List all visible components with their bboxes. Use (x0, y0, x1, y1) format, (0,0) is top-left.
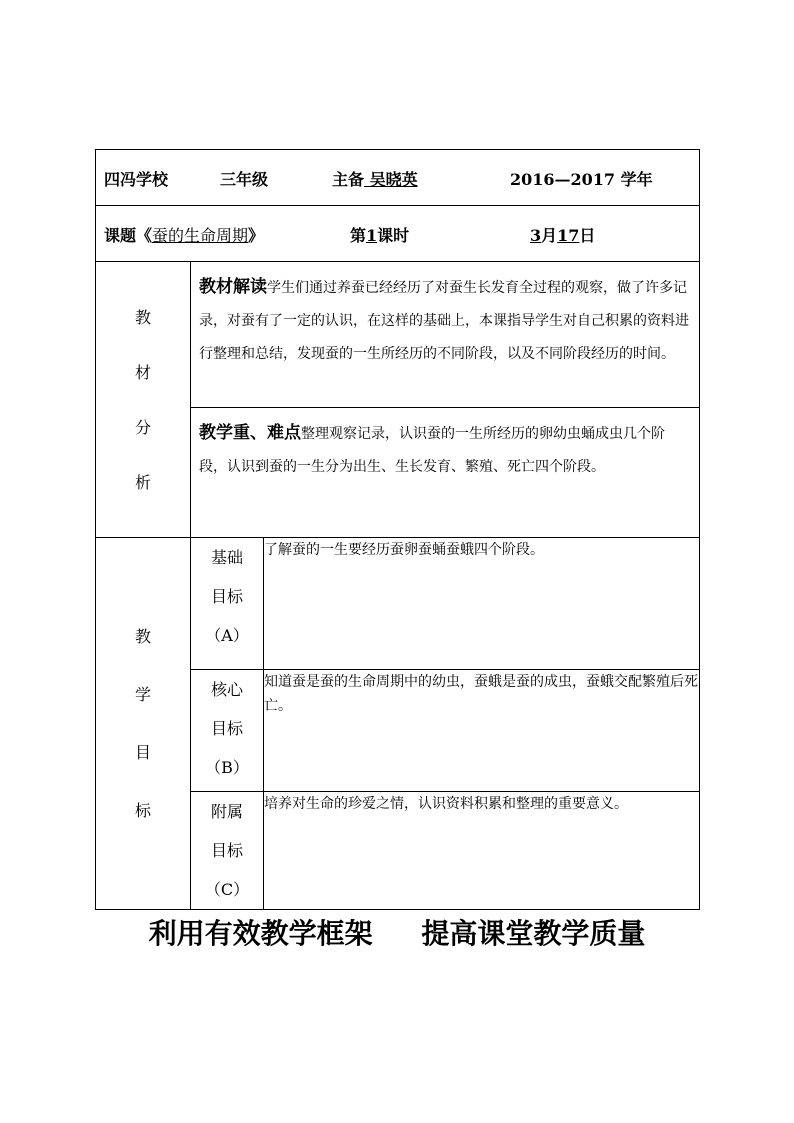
lesson-info (96, 206, 699, 261)
goals-section-label: 教 学 目 标 (96, 538, 191, 910)
topic-title: 蚕的生命周期 (152, 226, 249, 245)
textbook-reading (191, 262, 699, 377)
goal-text-c: 培养对生命的珍爱之情，认识资料积累和整理的重要意义。 (264, 792, 700, 910)
analysis-row-reading (96, 262, 700, 408)
school-year: 2016—2017 学年 (510, 170, 653, 189)
header-info (96, 150, 699, 205)
lesson-plan-table (95, 149, 700, 910)
footer-slogan (0, 912, 794, 952)
preparer (332, 167, 418, 190)
topic-label: 课题 (104, 226, 137, 245)
lesson-date: 3月17日 (530, 226, 596, 245)
slogan-left: 利用有效教学框架 (148, 917, 373, 950)
reading-lead: 教材解读 (199, 277, 267, 297)
focus-text: 整理观察记录，认识蚕的一生所经历的卵幼虫蛹成虫几个阶段，认识到蚕的一生分为出生、生长发育、繁殖、死亡四个阶段。 (199, 426, 665, 475)
preparer-label: 主备 (332, 170, 365, 189)
focus-lead: 教学重、难点 (199, 423, 301, 443)
lesson-period: 第1课时 (350, 226, 410, 245)
date-day: 17 (557, 226, 580, 245)
goal-row (96, 538, 700, 670)
goal-text-a: 了解蚕的一生要经历蚕卵蚕蛹蚕蛾四个阶段。 (264, 538, 700, 670)
date-month: 3 (530, 226, 542, 245)
grade: 三年级 (220, 170, 269, 189)
lesson-topic: 课题《蚕的生命周期》 (104, 226, 265, 245)
teaching-focus (191, 408, 699, 490)
slogan-right: 提高课堂教学质量 (421, 917, 646, 950)
preparer-name: 吴晓英 (369, 170, 418, 189)
goal-label-b: 核心 目标 （B） (191, 670, 264, 792)
header-row (96, 150, 700, 206)
goal-text-b: 知道蚕是蚕的生命周期中的幼虫，蚕蛾是蚕的成虫，蚕蛾交配繁殖后死亡。 (264, 670, 700, 792)
reading-text: 学生们通过养蚕已经经历了对蚕生长发育全过程的观察，做了许多记录，对蚕有了一定的认识，在这样的基础上，本课指导学生对自己积累的资料进行整理和总结，发现蚕的一生所经历的不同阶段，以及不同阶段经历的时间。 (199, 280, 689, 362)
school-name: 四冯学校 (104, 170, 169, 189)
goal-label-a: 基础 目标 （A） (191, 538, 264, 670)
analysis-section-label: 教 材 分 析 (96, 262, 191, 538)
lesson-row (96, 206, 700, 262)
period-number: 1 (366, 226, 378, 245)
goal-label-c: 附属 目标 （C） (191, 792, 264, 910)
